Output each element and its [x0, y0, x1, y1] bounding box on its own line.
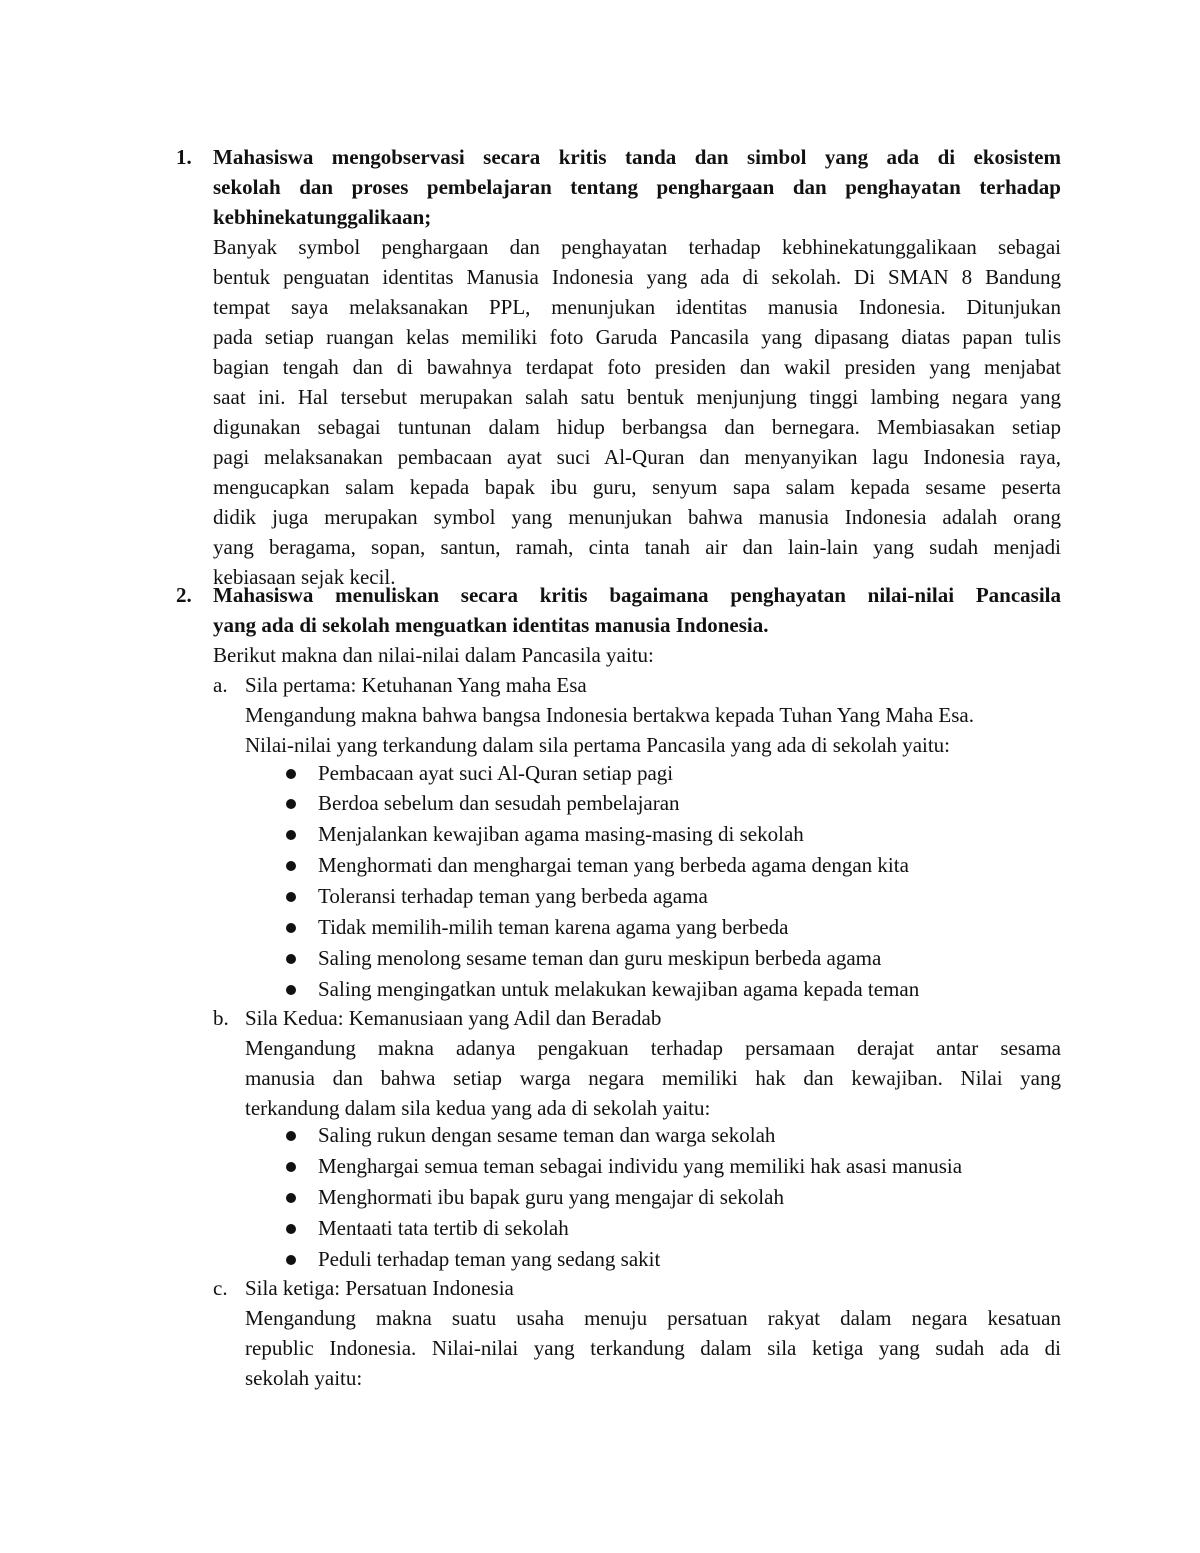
sila-block — [245, 1273, 1061, 1393]
sila-letter: b. — [213, 1006, 229, 1030]
bullet-dot — [286, 1131, 296, 1141]
item-heading — [213, 142, 1061, 232]
sila-desc-line: Mengandung makna adanya pengakuan terhadap persamaan derajat antar sesama — [245, 1036, 1061, 1060]
sila-letter: c. — [213, 1276, 228, 1300]
sila-desc-line: republic Indonesia. Nilai-nilai yang terkandung dalam sila ketiga yang sudah ada di — [245, 1336, 1061, 1360]
bullet-dot — [286, 1224, 296, 1234]
bullet-text: Berdoa sebelum dan sesudah pembelajaran — [318, 791, 680, 815]
bullet-text: Menghormati ibu bapak guru yang mengajar di sekolah — [318, 1185, 784, 1209]
bullet-dot — [286, 861, 296, 871]
bullet-dot — [286, 923, 296, 933]
bullet-dot — [286, 892, 296, 902]
bullet-text: Saling mengingatkan untuk melakukan kewajiban agama kepada teman — [318, 977, 920, 1001]
heading-line: Mahasiswa mengobservasi secara kritis tanda dan simbol yang ada di ekosistem — [213, 145, 1061, 169]
bullet-dot — [286, 985, 296, 995]
body-line: pagi melaksanakan pembacaan ayat suci Al-Quran dan menyanyikan lagu Indonesia raya, — [213, 445, 1061, 469]
body-line: bagian tengah dan di bawahnya terdapat foto presiden dan wakil presiden yang menjabat — [213, 355, 1061, 379]
sila-desc-line: Mengandung makna suatu usaha menuju persatuan rakyat dalam negara kesatuan — [245, 1306, 1061, 1330]
item-number: 1. — [176, 145, 192, 169]
heading-line: sekolah dan proses pembelajaran tentang penghargaan dan penghayatan terhadap — [213, 175, 1061, 199]
bullet-dot — [286, 1255, 296, 1265]
sila-block — [245, 670, 1061, 760]
sila-title: Sila pertama: Ketuhanan Yang maha Esa — [245, 673, 587, 697]
body-line: kebiasaan sejak kecil. — [213, 565, 396, 589]
bullet-text: Pembacaan ayat suci Al-Quran setiap pagi — [318, 761, 674, 785]
body-line: Banyak symbol penghargaan dan penghayatan terhadap kebhinekatunggalikaan sebagai — [213, 235, 1061, 259]
item-heading — [213, 580, 1061, 640]
bullet-text: Saling menolong sesame teman dan guru meskipun berbeda agama — [318, 946, 882, 970]
bullet-text: Peduli terhadap teman yang sedang sakit — [318, 1247, 661, 1271]
heading-line: kebhinekatunggalikaan; — [213, 205, 432, 229]
item-body — [213, 232, 1061, 592]
bullet-text: Mentaati tata tertib di sekolah — [318, 1216, 569, 1240]
bullet-dot — [286, 1193, 296, 1203]
sila-desc-line: sekolah yaitu: — [245, 1366, 363, 1390]
body-line: mengucapkan salam kepada bapak ibu guru, senyum sapa salam kepada sesame peserta — [213, 475, 1061, 499]
bullet-dot — [286, 769, 296, 779]
sila-block — [245, 1003, 1061, 1123]
sila-letter: a. — [213, 673, 228, 697]
intro-line: Berikut makna dan nilai-nilai dalam Pancasila yaitu: — [213, 643, 654, 667]
sila-desc-line: manusia dan bahwa setiap warga negara memiliki hak dan kewajiban. Nilai yang — [245, 1066, 1061, 1090]
body-line: digunakan sebagai tuntunan dalam hidup berbangsa dan bernegara. Membiasakan setiap — [213, 415, 1061, 439]
bullet-text: Menghormati dan menghargai teman yang berbeda agama dengan kita — [318, 853, 909, 877]
heading-line: Mahasiswa menuliskan secara kritis bagaimana penghayatan nilai-nilai Pancasila — [213, 583, 1061, 607]
bullet-text: Saling rukun dengan sesame teman dan warga sekolah — [318, 1123, 776, 1147]
sila-title: Sila ketiga: Persatuan Indonesia — [245, 1276, 514, 1300]
sila-desc-line: Nilai-nilai yang terkandung dalam sila pertama Pancasila yang ada di sekolah yaitu: — [245, 733, 951, 757]
item-intro — [213, 640, 1061, 670]
bullet-dot — [286, 954, 296, 964]
bullet-dot — [286, 799, 296, 809]
body-line: saat ini. Hal tersebut merupakan salah satu bentuk menjunjung tinggi lambing negara yang — [213, 385, 1061, 409]
bullet-dot — [286, 1162, 296, 1172]
bullet-dot — [286, 830, 296, 840]
heading-line: yang ada di sekolah menguatkan identitas manusia Indonesia. — [213, 613, 769, 637]
sila-desc-line: Mengandung makna bahwa bangsa Indonesia bertakwa kepada Tuhan Yang Maha Esa. — [245, 703, 974, 727]
body-line: bentuk penguatan identitas Manusia Indonesia yang ada di sekolah. Di SMAN 8 Bandung — [213, 265, 1061, 289]
sila-title: Sila Kedua: Kemanusiaan yang Adil dan Beradab — [245, 1006, 662, 1030]
bullet-text: Tidak memilih-milih teman karena agama yang berbeda — [318, 915, 789, 939]
sila-desc-line: terkandung dalam sila kedua yang ada di sekolah yaitu: — [245, 1096, 711, 1120]
body-line: yang beragama, sopan, santun, ramah, cinta tanah air dan lain-lain yang sudah menjadi — [213, 535, 1061, 559]
bullet-text: Menghargai semua teman sebagai individu yang memiliki hak asasi manusia — [318, 1154, 963, 1178]
item-number: 2. — [176, 583, 192, 607]
bullet-text: Menjalankan kewajiban agama masing-masing di sekolah — [318, 822, 804, 846]
body-line: pada setiap ruangan kelas memiliki foto Garuda Pancasila yang dipasang diatas papan tulis — [213, 325, 1061, 349]
body-line: tempat saya melaksanakan PPL, menunjukan identitas manusia Indonesia. Ditunjukan — [213, 295, 1061, 319]
bullet-text: Toleransi terhadap teman yang berbeda agama — [318, 884, 708, 908]
body-line: didik juga merupakan symbol yang menunjukan bahwa manusia Indonesia adalah orang — [213, 505, 1061, 529]
